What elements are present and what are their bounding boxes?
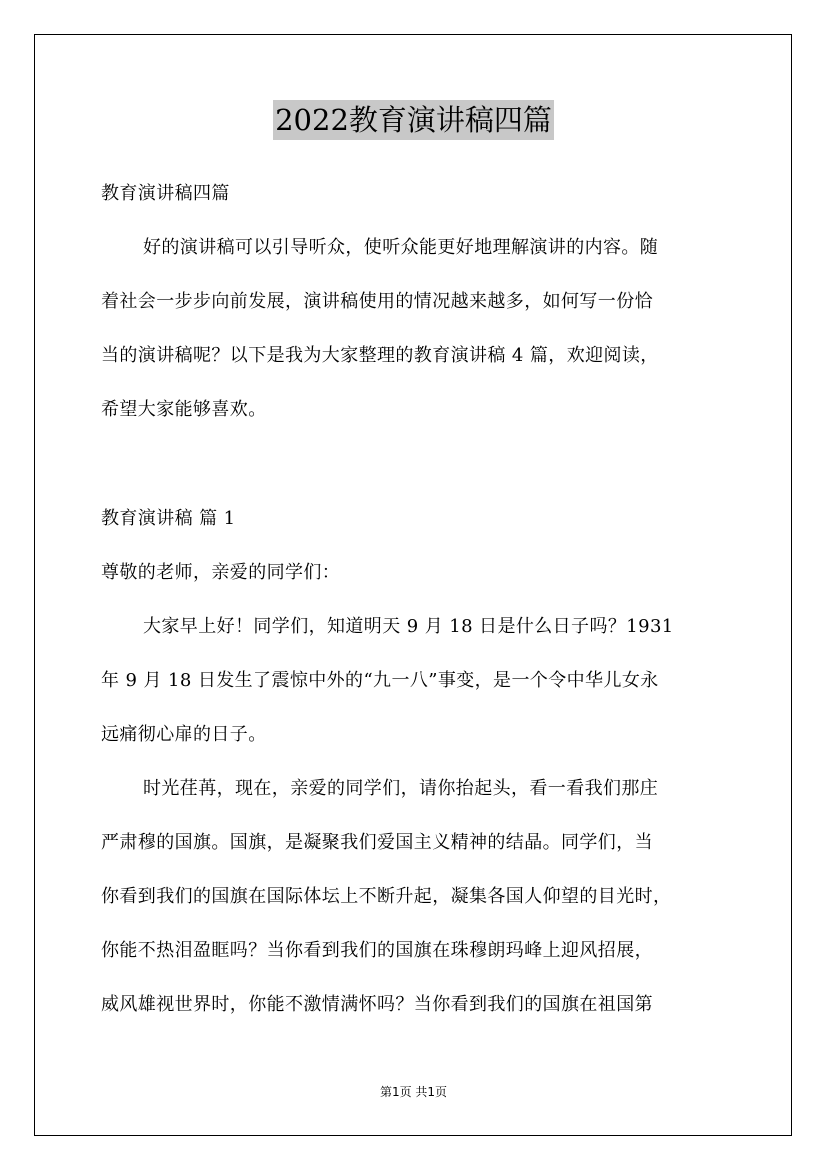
intro-line: 着社会一步步向前发展，演讲稿使用的情况越来越多，如何写一份恰 — [101, 291, 653, 312]
paragraph-line: 你看到我们的国旗在国际体坛上不断升起，凝集各国人仰望的目光时， — [101, 886, 672, 907]
paragraph-line: 威风雄视世界时，你能不激情满怀吗？当你看到我们的国旗在祖国第 — [101, 994, 653, 1015]
page-number: 第1页 共1页 — [379, 1085, 448, 1099]
title-container — [0, 100, 827, 140]
paragraph-line: 时光荏苒，现在，亲爱的同学们，请你抬起头，看一看我们那庄 — [143, 778, 659, 799]
paragraph-line: 远痛彻心扉的日子。 — [101, 724, 267, 745]
intro-line: 当的演讲稿呢？以下是我为大家整理的教育演讲稿 4 篇，欢迎阅读， — [101, 345, 659, 366]
subtitle: 教育演讲稿四篇 — [101, 183, 230, 204]
paragraph-line: 你能不热泪盈眶吗？当你看到我们的国旗在珠穆朗玛峰上迎风招展， — [101, 940, 653, 961]
salutation: 尊敬的老师，亲爱的同学们： — [101, 562, 341, 583]
paragraph-line: 年 9 月 18 日发生了震惊中外的“九一八”事变，是一个令中华儿女永 — [101, 670, 659, 691]
intro-line: 希望大家能够喜欢。 — [101, 399, 267, 420]
section-heading: 教育演讲稿 篇 1 — [101, 508, 236, 529]
document-title: 2022教育演讲稿四篇 — [273, 100, 554, 140]
paragraph-line: 大家早上好！同学们，知道明天 9 月 18 日是什么日子吗？1931 — [143, 616, 674, 637]
intro-line: 好的演讲稿可以引导听众，使听众能更好地理解演讲的内容。随 — [143, 237, 659, 258]
paragraph-line: 严肃穆的国旗。国旗，是凝聚我们爱国主义精神的结晶。同学们，当 — [101, 832, 653, 853]
